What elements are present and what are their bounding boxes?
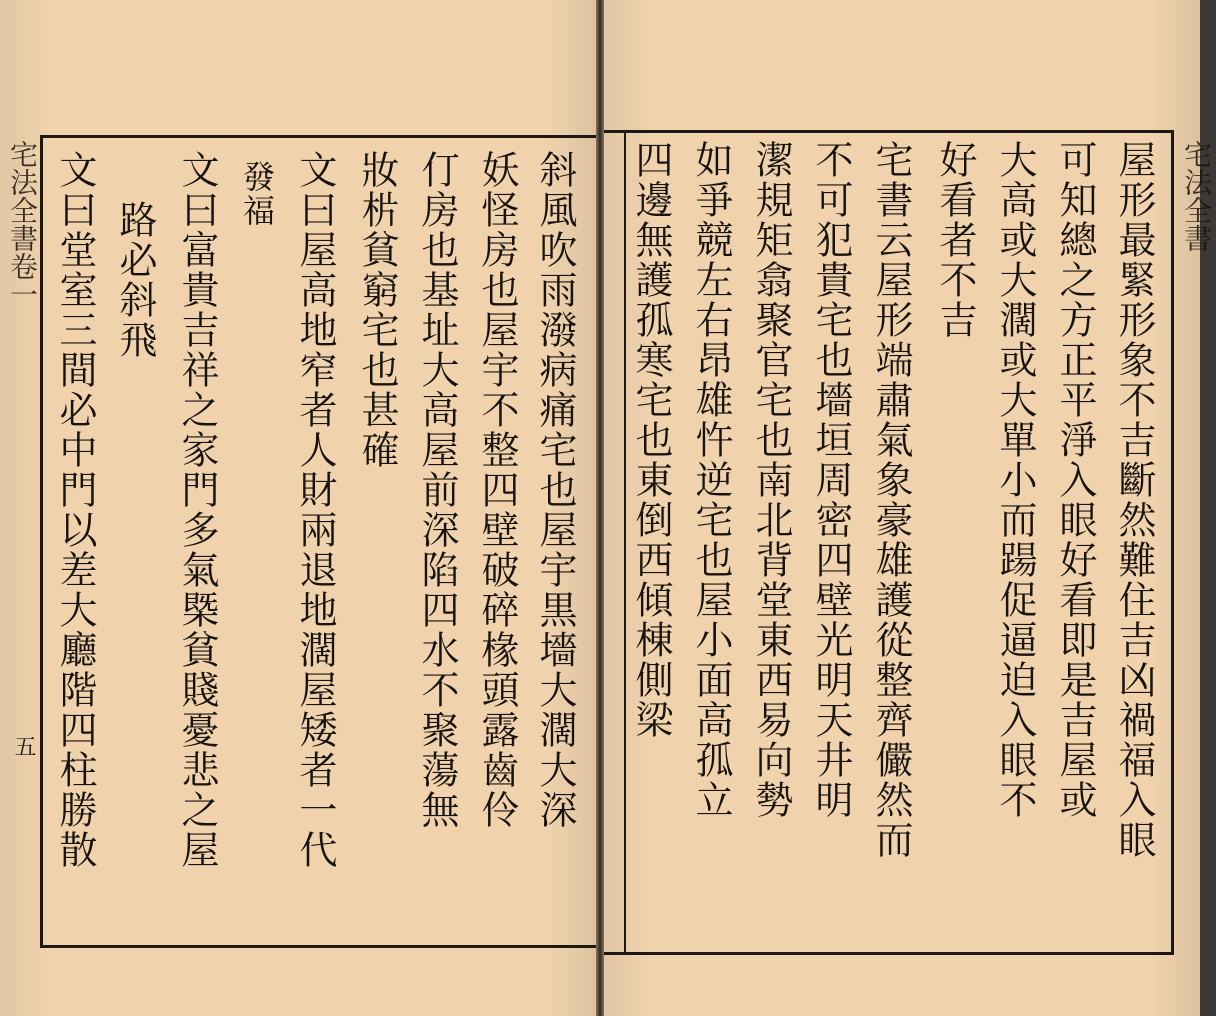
book-gutter: [596, 0, 604, 1016]
text-column: 仃房也基址大高屋前深陷四水不聚蕩無: [415, 150, 459, 830]
text-column: 宅書云屋形端肅氣象豪雄護從整齊儼然而: [869, 140, 913, 860]
text-column: 屋形最緊形象不吉斷然難住吉凶禍福入眼: [1112, 140, 1156, 860]
text-column: 文曰屋高地窄者人財兩退地濶屋矮者一代: [293, 150, 337, 870]
text-column: 好看者不吉: [933, 140, 977, 340]
left-margin-title: 宅法全書卷一: [6, 140, 39, 308]
text-column: 斜風吹雨潑病痛宅也屋宇黒墻大濶大深: [533, 150, 577, 830]
frame-top-line: [40, 135, 596, 138]
text-column: 妝㭊貧窮宅也甚確: [355, 150, 399, 470]
text-column: 四邊無護孤寒宅也東倒西傾棟側梁: [629, 140, 673, 740]
left-page: [0, 0, 596, 1016]
right-page: [604, 0, 1213, 1016]
text-column: 如爭競左右昂雄忤逆宅也屋小面高孤立: [689, 140, 733, 820]
frame-top-line: [604, 130, 1174, 133]
frame-bottom-line: [40, 945, 596, 948]
text-column: 潔規矩翕聚官宅也南北背堂東西易向勢: [749, 140, 793, 820]
text-column: 發福: [238, 160, 276, 228]
text-column: 文曰堂室三間必中門以差大廳階四柱勝散: [53, 150, 97, 870]
frame-right-line: [1171, 130, 1174, 955]
frame-bottom-line: [604, 952, 1174, 955]
text-column: 大高或大濶或大單小而踼促逼迫入眼不: [993, 140, 1037, 820]
page-number: 五: [11, 735, 36, 757]
text-column: 文曰富貴吉祥之家門多氣槩貧賤憂悲之屋: [175, 150, 219, 870]
text-column: 路必斜飛: [113, 200, 157, 360]
text-column: 妖怪房也屋宇不整四壁破碎椽頭露齒伶: [475, 150, 519, 830]
text-column: 可知總之方正平淨入眼好看即是吉屋或: [1053, 140, 1097, 820]
right-margin-title: 宅法全書: [1180, 140, 1213, 252]
text-column: 不可犯貴宅也墻垣周密四壁光明天井明: [809, 140, 853, 820]
